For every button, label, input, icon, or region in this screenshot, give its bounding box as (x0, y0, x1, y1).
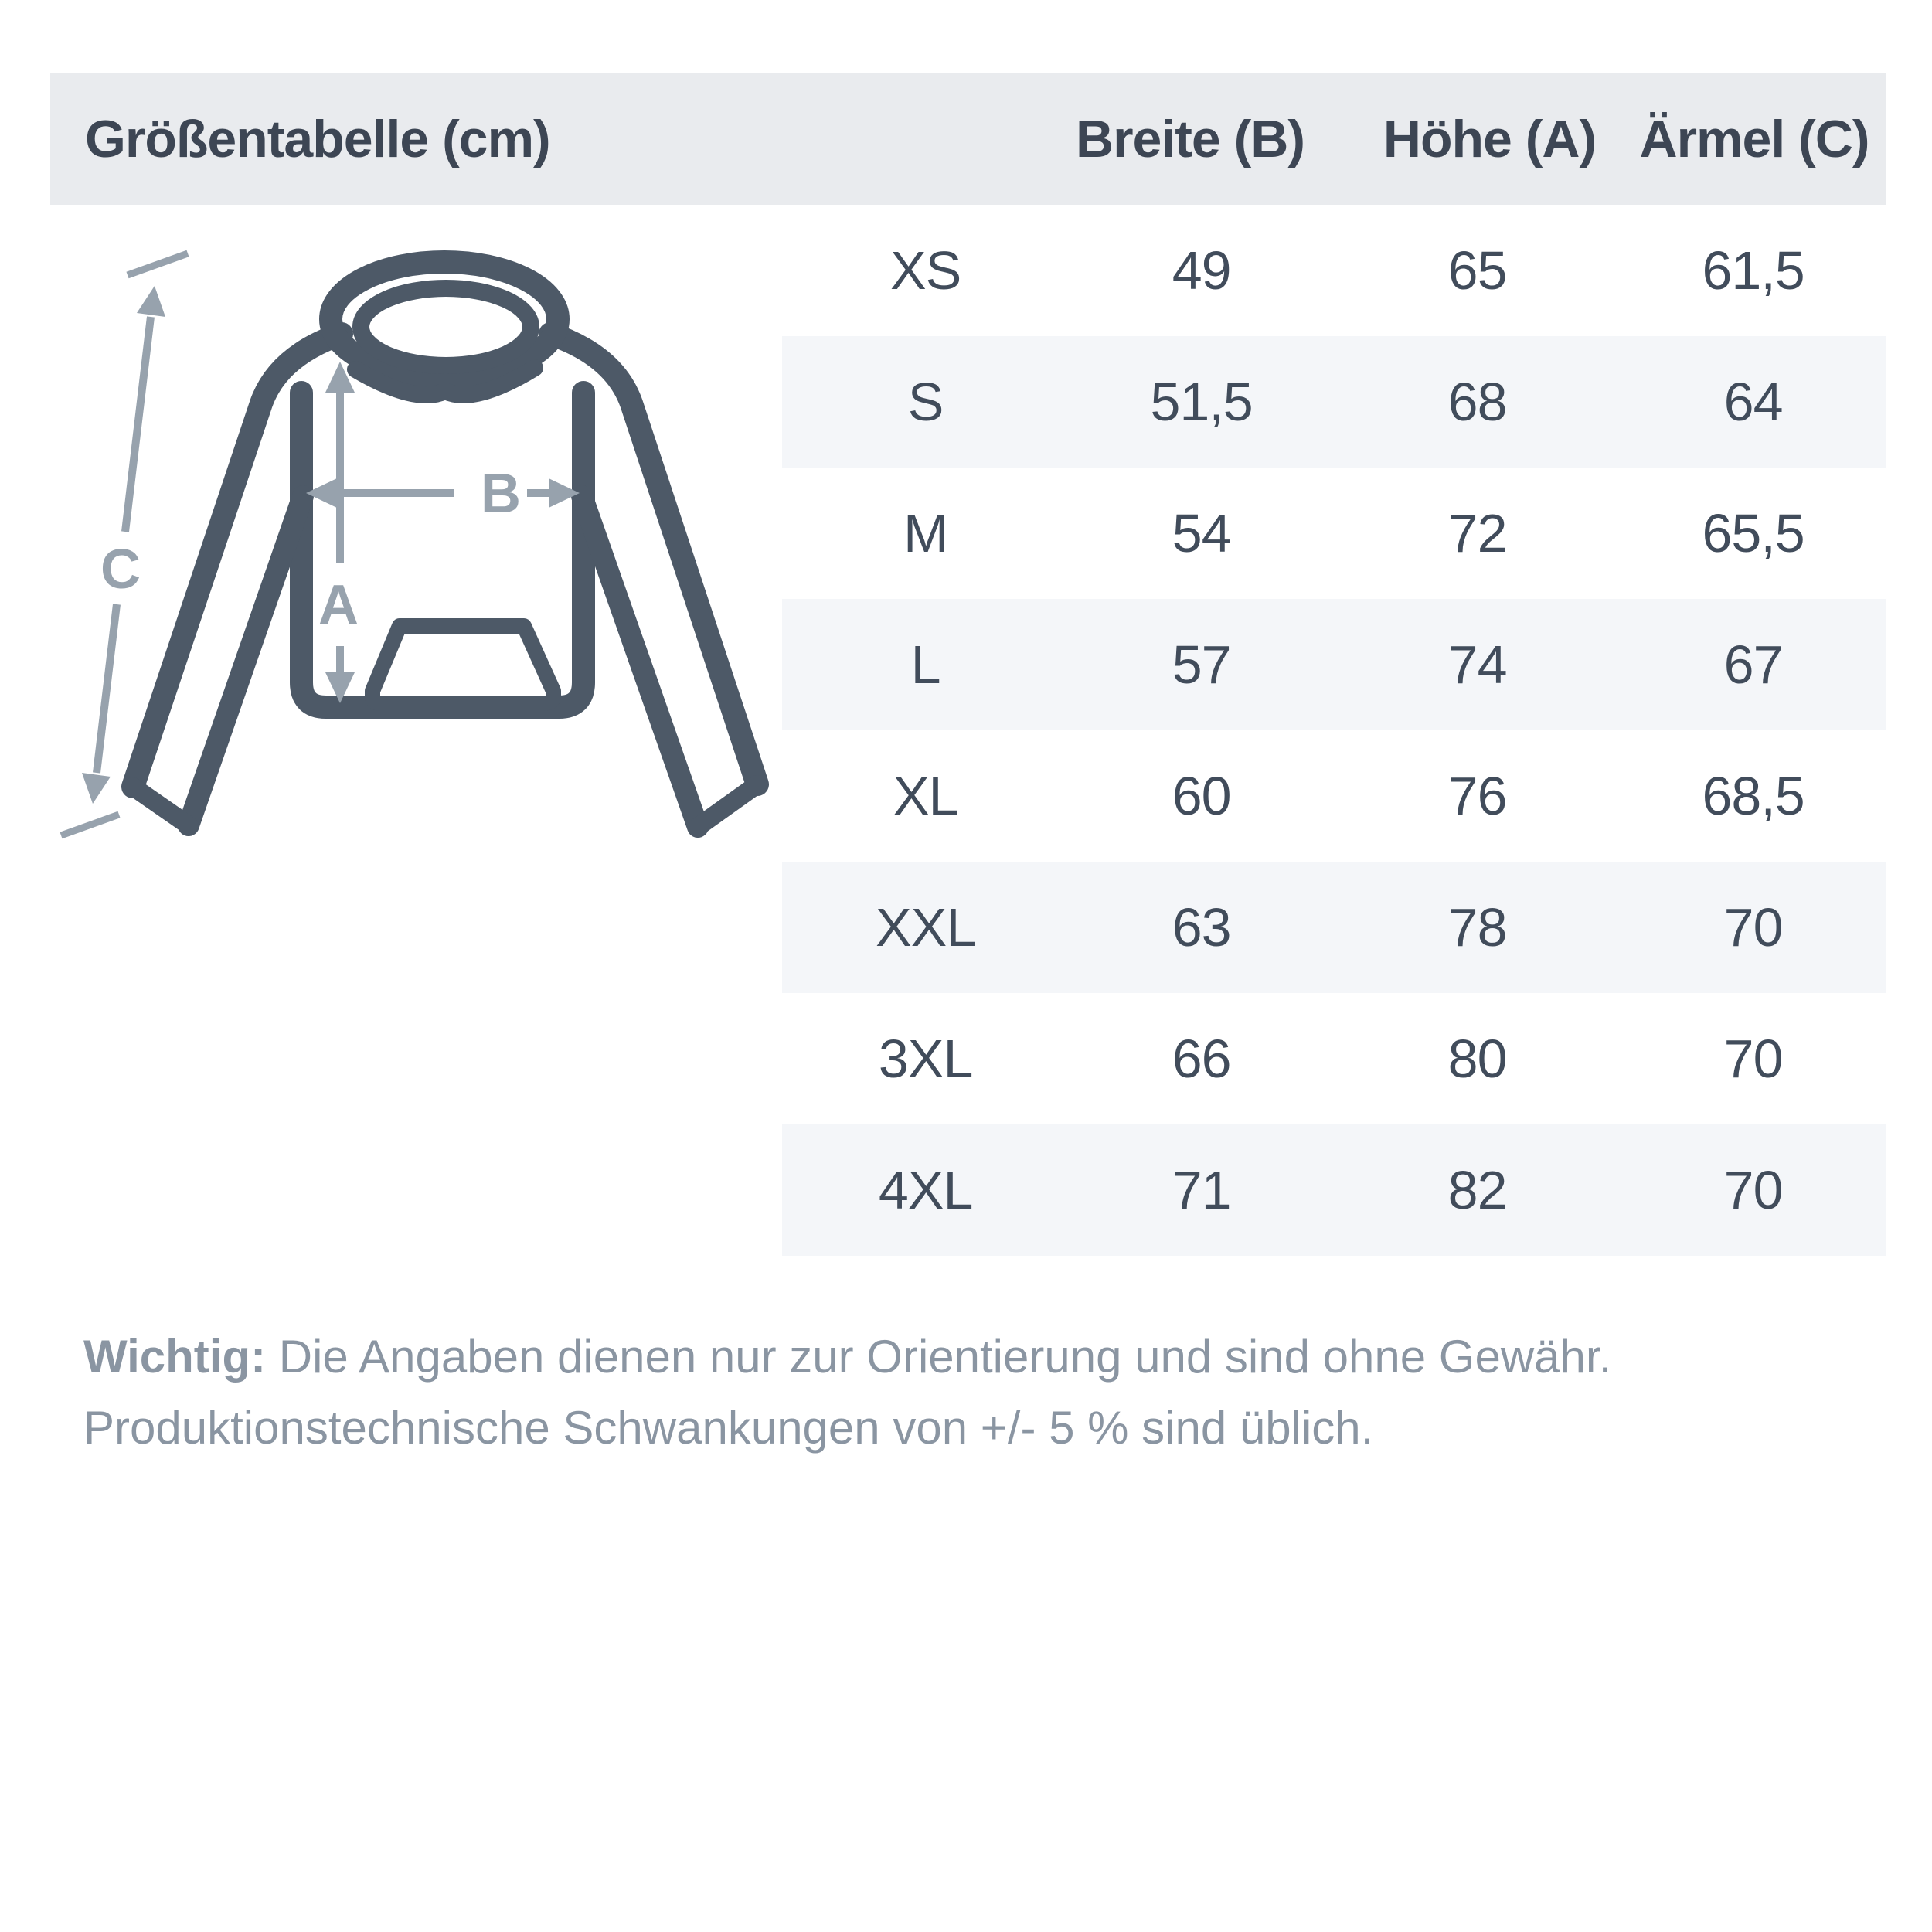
size-chart-header (50, 73, 1886, 205)
dim-label-a: A (318, 574, 359, 636)
table-row (782, 599, 1886, 730)
table-row (782, 205, 1886, 336)
hoodie-right-cuff (698, 784, 757, 827)
hoodie-diagram-svg (46, 209, 819, 889)
measurement-note (83, 1321, 1869, 1464)
page-title: Größentabelle (cm) (85, 110, 550, 168)
dim-label-b: B (481, 463, 521, 525)
size-label: M (903, 503, 948, 563)
hoodie-left-cuff (133, 787, 189, 825)
breite-value: 71 (1172, 1160, 1231, 1220)
aermel-value: 68,5 (1702, 766, 1804, 826)
aermel-value: 65,5 (1702, 503, 1804, 563)
size-table (782, 205, 1886, 1256)
dim-c-line-lower (97, 604, 117, 773)
dim-c-end-tick-bottom (61, 815, 119, 835)
dim-c-arrowhead-up (137, 286, 165, 317)
note-emphasis: Wichtig: (83, 1331, 267, 1383)
table-row (782, 1124, 1886, 1256)
hoehe-value: 80 (1447, 1029, 1507, 1089)
breite-value: 51,5 (1150, 372, 1253, 432)
size-label: XL (893, 766, 958, 826)
breite-value: 63 (1172, 897, 1231, 957)
table-row (782, 993, 1886, 1124)
hoodie-measurement-diagram (46, 209, 819, 889)
dim-c-end-tick-top (128, 253, 188, 275)
hoehe-value: 74 (1447, 634, 1507, 695)
breite-value: 66 (1172, 1029, 1231, 1089)
column-header-aermel: Ärmel (C) (1639, 110, 1869, 168)
hoehe-value: 72 (1447, 503, 1507, 563)
size-label: 3XL (878, 1029, 973, 1089)
hoehe-value: 82 (1447, 1160, 1507, 1220)
hood-inner-ring (361, 288, 531, 366)
table-row (782, 862, 1886, 993)
table-row (782, 468, 1886, 599)
note-text: Die Angaben dienen nur zur Orientierung und sind ohne Gewähr. Produktionstechnische Schwankungen von +/- 5 % sind üblich. (83, 1331, 1612, 1454)
size-label: S (907, 372, 944, 432)
aermel-value: 67 (1723, 634, 1783, 695)
hoehe-value: 76 (1447, 766, 1507, 826)
breite-value: 57 (1172, 634, 1231, 695)
aermel-value: 64 (1723, 372, 1783, 432)
column-header-hoehe: Höhe (A) (1383, 110, 1597, 168)
size-label: L (910, 634, 940, 695)
kangaroo-pocket (372, 626, 553, 703)
breite-value: 54 (1172, 503, 1231, 563)
dim-c-arrowhead-down (82, 773, 111, 804)
column-header-breite: Breite (B) (1075, 110, 1305, 168)
hoehe-value: 65 (1447, 240, 1507, 301)
hoehe-value: 78 (1447, 897, 1507, 957)
aermel-value: 70 (1723, 1160, 1783, 1220)
table-row (782, 336, 1886, 468)
aermel-value: 70 (1723, 1029, 1783, 1089)
size-label: XXL (875, 897, 976, 957)
size-label: XS (889, 240, 961, 301)
breite-value: 49 (1172, 240, 1231, 301)
dim-label-c: C (100, 539, 141, 600)
aermel-value: 61,5 (1702, 240, 1804, 301)
dim-c-line-upper (125, 317, 151, 532)
hoehe-value: 68 (1447, 372, 1507, 432)
table-row (782, 730, 1886, 862)
aermel-value: 70 (1723, 897, 1783, 957)
size-label: 4XL (878, 1160, 973, 1220)
breite-value: 60 (1172, 766, 1231, 826)
